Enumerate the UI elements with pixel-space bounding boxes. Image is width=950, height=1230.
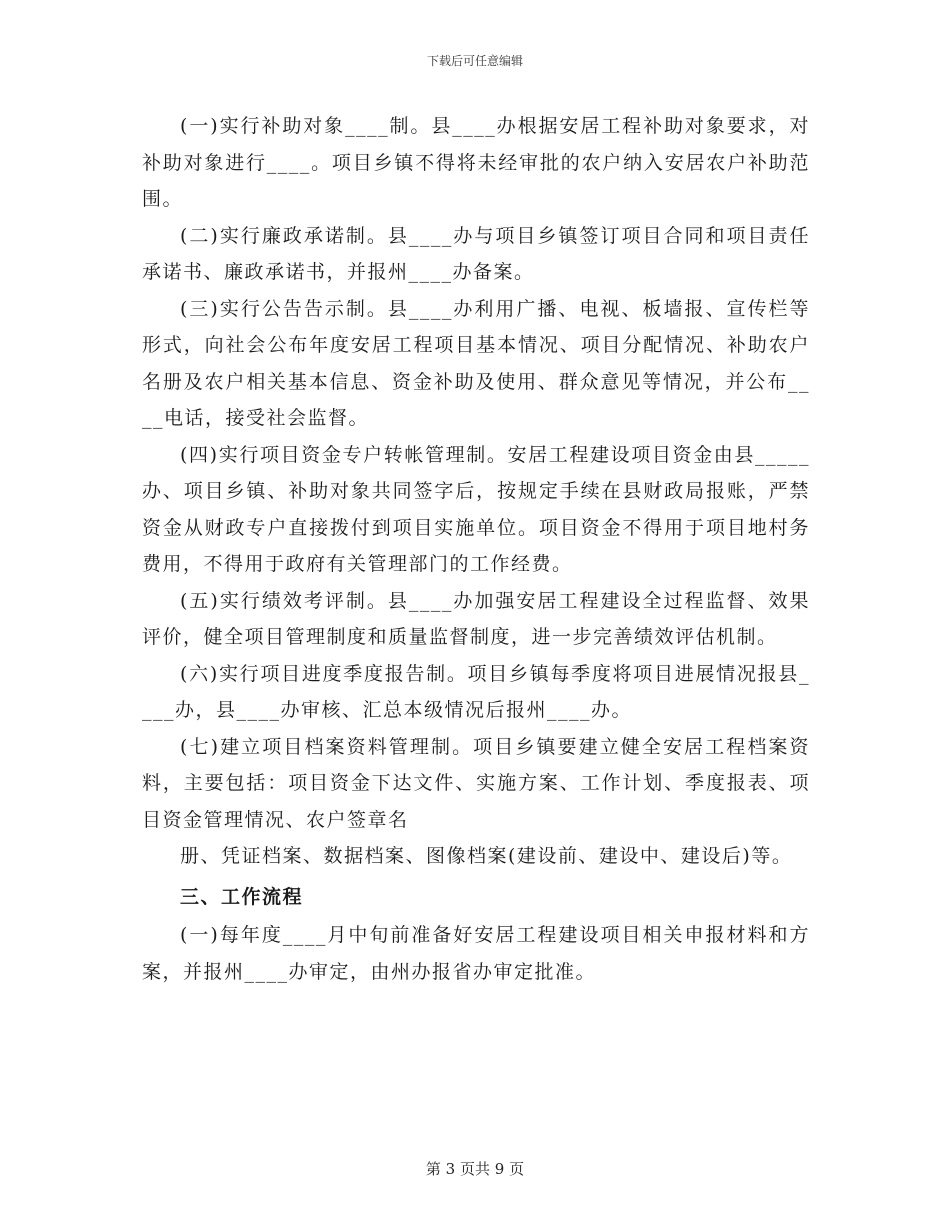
page-number: 第 3 页共 9 页 <box>425 1160 525 1178</box>
section-heading: 三、工作流程 <box>180 885 304 908</box>
paragraph-8: 册、凭证档案、数据档案、图像档案(建设前、建设中、建设后)等。 <box>180 845 793 867</box>
paragraph-2: (二)实行廉政承诺制。县____办与项目乡镇签订项目合同和项目责任承诺书、廉政承诺书，并报州____办备案。 <box>142 224 810 283</box>
paragraph-3: (三)实行公告告示制。县____办利用广播、电视、板墙报、宣传栏等形式，向社会公布年度安居工程项目基本情况、项目分配情况、补助农户名册及农户相关基本信息、资金补助及使用、群众意见等情况，并公布____电话，接受社会监督。 <box>142 297 810 429</box>
document-body <box>142 108 810 990</box>
section-paragraph-1: (一)每年度____月中旬前准备好安居工程建设项目相关申报材料和方案，并报州____办审定，由州办报省办审定批准。 <box>142 924 810 983</box>
paragraph-1: (一)实行补助对象____制。县____办根据安居工程补助对象要求，对补助对象进行____。项目乡镇不得将未经审批的农户纳入安居农户补助范围。 <box>142 115 810 210</box>
page-header: 下载后可任意编辑 <box>426 54 523 68</box>
paragraph-7: (七)建立项目档案资料管理制。项目乡镇要建立健全安居工程档案资料，主要包括：项目资金下达文件、实施方案、工作计划、季度报表、项目资金管理情况、农户签章名 <box>142 735 810 831</box>
paragraph-6: (六)实行项目进度季度报告制。项目乡镇每季度将项目进展情况报县____办，县____办审核、汇总本级情况后报州____办。 <box>142 662 810 721</box>
paragraph-4: (四)实行项目资金专户转帐管理制。安居工程建设项目资金由县_____办、项目乡镇、补助对象共同签字后，按规定手续在县财政局报账，严禁资金从财政专户直接拨付到项目实施单位。项目资金不得用于项目地村务费用，不得用于政府有关管理部门的工作经费。 <box>142 443 810 575</box>
paragraph-5: (五)实行绩效考评制。县____办加强安居工程建设全过程监督、效果评价，健全项目管理制度和质量监督制度，进一步完善绩效评估机制。 <box>142 589 810 648</box>
